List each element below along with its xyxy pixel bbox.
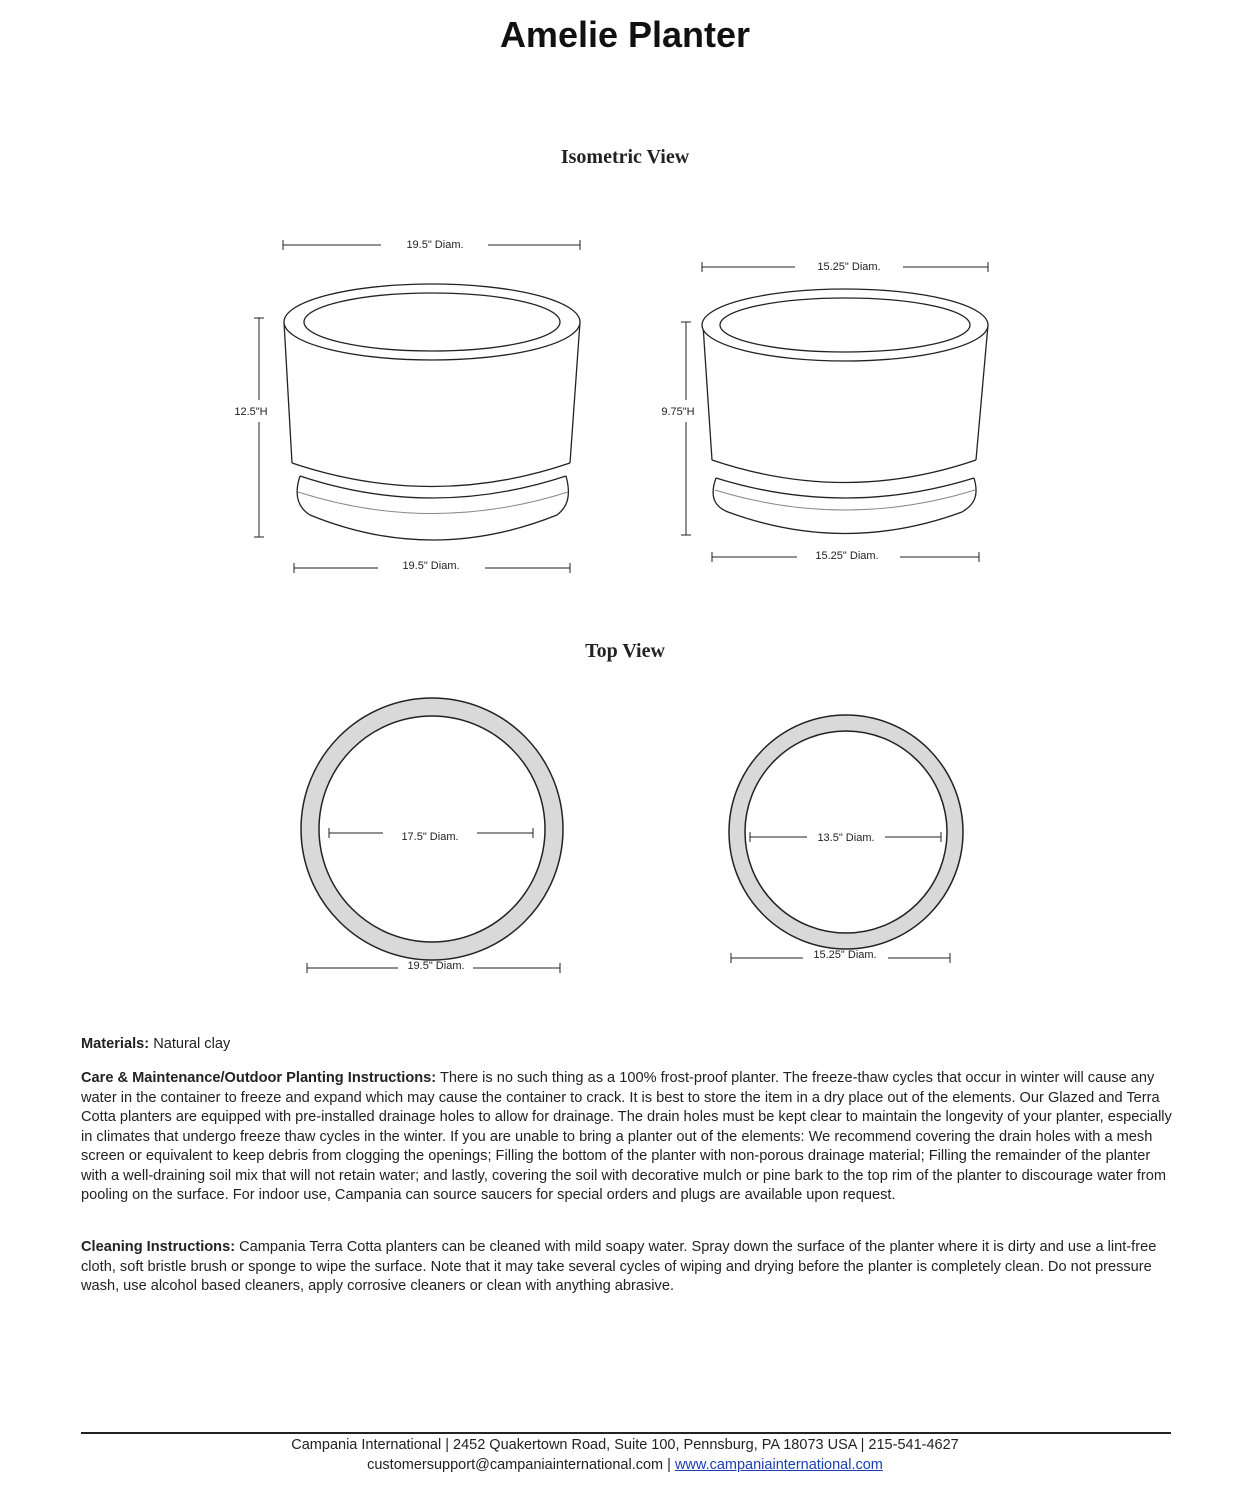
large-planter-isometric bbox=[284, 284, 580, 540]
small-planter-isometric bbox=[702, 289, 988, 534]
small-height-label: 9.75"H bbox=[661, 406, 695, 418]
footer-address: Campania International | 2452 Quakertown Road, Suite 100, Pennsburg, PA 18073 USA | 215-541-4627 bbox=[291, 1437, 959, 1453]
materials-paragraph bbox=[81, 1035, 1173, 1055]
large-height-label: 12.5"H bbox=[234, 406, 268, 418]
care-paragraph bbox=[81, 1069, 1173, 1206]
small-inner-diam-label: 13.5" Diam. bbox=[817, 832, 875, 844]
isometric-view-heading: Isometric View bbox=[560, 146, 690, 168]
top-view-heading: Top View bbox=[585, 640, 665, 662]
large-base-diam-label: 19.5" Diam. bbox=[402, 560, 460, 572]
cleaning-label: Cleaning Instructions: bbox=[81, 1239, 236, 1255]
large-planter-top-view bbox=[301, 698, 563, 960]
footer-divider bbox=[81, 1432, 1171, 1434]
large-inner-diam-label: 17.5" Diam. bbox=[401, 831, 459, 843]
footer-contact bbox=[0, 1457, 1250, 1473]
small-outer-diam-label: 15.25" Diam. bbox=[813, 949, 877, 961]
large-top-diam-label: 19.5" Diam. bbox=[406, 239, 464, 251]
cleaning-paragraph bbox=[81, 1238, 1173, 1297]
materials-label: Materials: bbox=[81, 1036, 150, 1052]
small-base-diam-label: 15.25" Diam. bbox=[815, 550, 879, 562]
page-title: Amelie Planter bbox=[499, 14, 751, 55]
large-outer-diam-label: 19.5" Diam. bbox=[407, 960, 465, 972]
website-link[interactable]: www.campaniainternational.com bbox=[674, 1457, 883, 1473]
small-top-diam-label: 15.25" Diam. bbox=[817, 261, 881, 273]
cleaning-text: Campania Terra Cotta planters can be cleaned with mild soapy water. Spray down the surface of the planter where it is dirty and use a lint-free cloth, soft bristle brush or sponge to wipe the surface. Note that it may take several cycles of wiping and drying before the planter is completely clean. Do not pressure wash, use alcohol based cleaners, apply corrosive cleaners or clean with anything abrasive. bbox=[81, 1239, 1157, 1294]
care-text: There is no such thing as a 100% frost-proof planter. The freeze-thaw cycles that occur in winter will cause any water in the container to freeze and expand which may cause the container to crack. It is best to store the item in a dry place out of the elements. Our Glazed and Terra Cotta planters are equipped with pre-installed drainage holes to allow for drainage. The drain holes must be kept clear to maintain the longevity of your planter, especially in climates that undergo freeze thaw cycles in the winter. If you are unable to bring a planter out of the elements: We recommend covering the drain holes with a mesh screen or equivalent to keep debris from clogging the openings; Filling the bottom of the planter with non-porous drainage material; Filling the remainder of the planter with a well-draining soil mix that will not retain water; and lastly, covering the soil with decorative mulch or pine bark to the top rim of the planter to discourage water from pooling on the surface. For indoor use, Campania can source saucers for special orders and plugs are available upon request. bbox=[81, 1070, 1172, 1203]
materials-text: Natural clay bbox=[153, 1036, 231, 1052]
footer-email: customersupport@campaniainternational.com | bbox=[367, 1457, 671, 1473]
care-label: Care & Maintenance/Outdoor Planting Instructions: bbox=[81, 1070, 437, 1086]
